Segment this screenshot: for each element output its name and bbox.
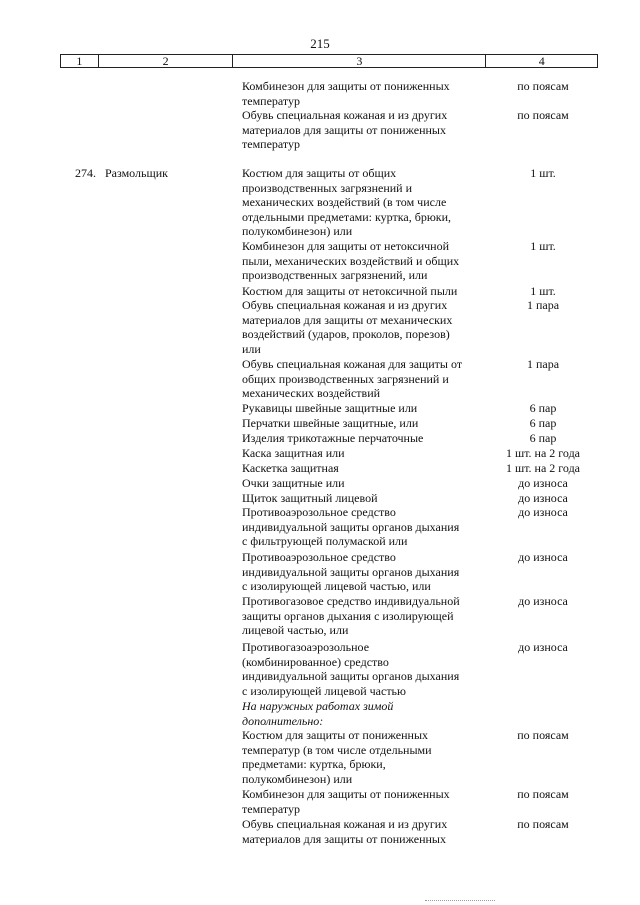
item-line: с фильтрующей полумаской или	[242, 534, 408, 549]
item-line: материалов для защиты от механических	[242, 312, 453, 327]
quantity: 1 шт.	[530, 284, 556, 298]
item-row	[242, 166, 492, 239]
item-line: отдельными предметами: куртка, брюки,	[242, 209, 452, 224]
scan-artifact	[425, 900, 495, 903]
quantity: по поясам	[517, 108, 569, 122]
item-line: производственных загрязнений и	[242, 180, 413, 195]
item-line: (комбинированное) средство	[242, 654, 389, 669]
item-row	[242, 728, 492, 786]
item-row	[242, 239, 492, 283]
item-line: температур (в том числе отдельными	[242, 742, 432, 757]
quantity: 6 пар	[529, 416, 557, 430]
subheading-line: дополнительно:	[242, 713, 324, 728]
item-line: материалов для защиты от пониженных	[242, 122, 446, 137]
item-row	[242, 79, 492, 108]
item-row	[242, 817, 492, 846]
item-row	[242, 594, 492, 638]
item-line: материалов для защиты от пониженных	[242, 831, 446, 846]
item-line: Очки защитные или	[242, 476, 345, 490]
item-line: температур	[242, 93, 301, 108]
item-line: Щиток защитный лицевой	[242, 491, 378, 505]
item-line: пыли, механических воздействий и общих	[242, 253, 460, 268]
profession-number: 274.	[75, 166, 96, 180]
quantity: по поясам	[517, 787, 569, 801]
item-row	[242, 461, 492, 476]
item-row	[242, 431, 492, 446]
item-line: производственных загрязнений, или	[242, 268, 428, 283]
header-col-1: 1	[61, 55, 99, 67]
item-row	[242, 476, 492, 491]
item-line: Противоаэрозольное средство	[242, 505, 396, 519]
quantity: 1 шт.	[530, 239, 556, 253]
item-row	[242, 284, 492, 299]
item-line: воздействий (ударов, проколов, порезов)	[242, 327, 450, 342]
item-line: Каска защитная или	[242, 446, 345, 460]
item-row	[242, 108, 492, 152]
item-row	[242, 640, 492, 698]
header-col-2: 2	[99, 55, 234, 67]
header-col-4: 4	[538, 54, 545, 68]
item-line: Изделия трикотажные перчаточные	[242, 431, 424, 445]
item-line: Противогазоаэрозольное	[242, 640, 370, 654]
item-line: Обувь специальная кожаная и из других	[242, 108, 448, 122]
item-line: или	[242, 341, 261, 356]
item-line: Комбинезон для защиты от пониженных	[242, 787, 450, 801]
item-row	[242, 357, 492, 401]
item-line: Обувь специальная кожаная и из других	[242, 817, 448, 831]
item-line: общих производственных загрязнений и	[242, 371, 449, 386]
item-line: индивидуальной защиты органов дыхания	[242, 564, 460, 579]
quantity: по поясам	[517, 817, 569, 831]
item-row	[242, 550, 492, 594]
item-line: Перчатки швейные защитные, или	[242, 416, 419, 430]
item-line: Противоаэрозольное средство	[242, 550, 396, 564]
item-row	[242, 298, 492, 356]
item-row	[242, 446, 492, 461]
item-row	[242, 787, 492, 816]
quantity: по поясам	[517, 79, 569, 93]
quantity: до износа	[518, 491, 568, 505]
item-row	[242, 505, 492, 549]
item-line: индивидуальной защиты органов дыхания	[242, 519, 460, 534]
item-line: Противогазовое средство индивидуальной	[242, 594, 460, 608]
quantity: 1 пара	[526, 298, 560, 312]
item-line: Обувь специальная кожаная для защиты от	[242, 357, 463, 371]
quantity: до износа	[518, 476, 568, 490]
table-header	[60, 54, 598, 68]
item-line: полукомбинезон) или	[242, 224, 353, 239]
item-line: Комбинезон для защиты от пониженных	[242, 79, 450, 93]
quantity: 6 пар	[529, 401, 557, 415]
item-line: механических воздействий	[242, 386, 381, 401]
quantity: по поясам	[517, 728, 569, 742]
item-row	[242, 401, 492, 416]
item-row	[242, 416, 492, 431]
item-line: температур	[242, 137, 301, 152]
item-line: Комбинезон для защиты от нетоксичной	[242, 239, 450, 253]
subheading-line: На наружных работах зимой	[242, 699, 394, 713]
profession-name: Размольщик	[105, 166, 168, 180]
item-line: лицевой частью, или	[242, 623, 349, 638]
quantity: до износа	[518, 640, 568, 654]
quantity: до износа	[518, 550, 568, 564]
item-line: Костюм для защиты от нетоксичной пыли	[242, 284, 458, 298]
item-line: Рукавицы швейные защитные или	[242, 401, 418, 415]
quantity: 1 шт. на 2 года	[505, 446, 581, 460]
section-subheading	[242, 699, 492, 728]
item-line: Обувь специальная кожаная и из других	[242, 298, 448, 312]
item-line: температур	[242, 801, 301, 816]
item-line: с изолирующей лицевой частью	[242, 683, 406, 698]
quantity: 1 пара	[526, 357, 560, 371]
item-line: предметами: куртка, брюки,	[242, 757, 386, 772]
item-line: индивидуальной защиты органов дыхания	[242, 669, 460, 684]
item-line: Костюм для защиты от пониженных	[242, 728, 429, 742]
header-col-3: 3	[233, 55, 486, 67]
item-line: Костюм для защиты от общих	[242, 166, 397, 180]
quantity: 1 шт. на 2 года	[505, 461, 581, 475]
item-line: с изолирующей лицевой частью, или	[242, 579, 431, 594]
item-line: защиты органов дыхания с изолирующей	[242, 608, 454, 623]
item-row	[242, 491, 492, 506]
quantity: до износа	[518, 505, 568, 519]
quantity: до износа	[518, 594, 568, 608]
item-line: механических воздействий (в том числе	[242, 195, 447, 210]
page-number: 215	[310, 36, 330, 51]
item-line: Каскетка защитная	[242, 461, 339, 475]
item-line: полукомбинезон) или	[242, 771, 353, 786]
quantity: 1 шт.	[530, 166, 556, 180]
quantity: 6 пар	[529, 431, 557, 445]
